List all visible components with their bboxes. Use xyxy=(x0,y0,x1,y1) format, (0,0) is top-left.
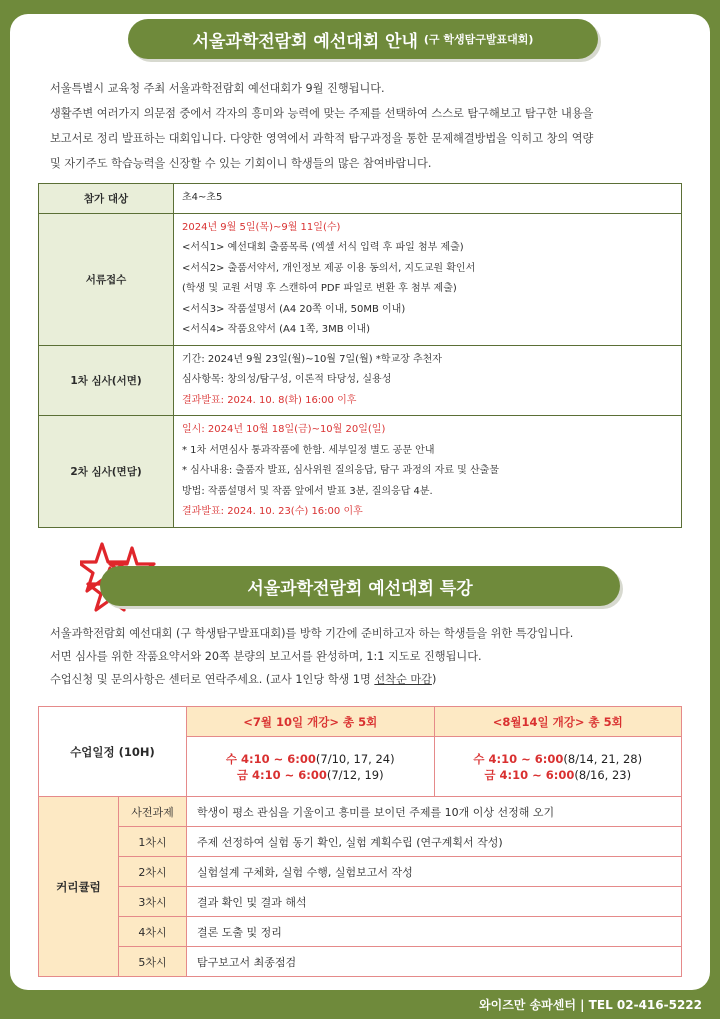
step-desc: 실험설계 구체화, 실험 수행, 실험보고서 작성 xyxy=(187,857,682,887)
step-label: 4차시 xyxy=(119,917,187,947)
step-label: 2차시 xyxy=(119,857,187,887)
content-line: 결과발표: 2024. 10. 23(수) 16:00 이후 xyxy=(182,506,363,517)
row-label: 1차 심사(서면) xyxy=(39,345,174,416)
step-desc: 결론 도출 및 정리 xyxy=(187,917,682,947)
row-label: 서류접수 xyxy=(39,213,174,345)
time-slot: 수 4:10 ~ 6:00 xyxy=(225,751,316,766)
table-row xyxy=(39,887,682,917)
row-content xyxy=(174,184,682,214)
table-row xyxy=(39,345,682,416)
intro-line xyxy=(50,668,680,691)
content-line: <서식1> 예선대회 출품목록 (엑셀 서식 입력 후 파일 첨부 제출) xyxy=(182,242,464,253)
step-desc: 학생이 평소 관심을 기울이고 흥미를 보이던 주제를 10개 이상 선정해 오기 xyxy=(187,797,682,827)
phase-times xyxy=(187,737,435,797)
step-desc: 주제 선정하여 실험 동기 확인, 실험 계획수립 (연구계획서 작성) xyxy=(187,827,682,857)
step-label: 1차시 xyxy=(119,827,187,857)
content-line: 방법: 작품설명서 및 작품 앞에서 발표 3분, 질의응답 4분. xyxy=(182,485,433,497)
row-label: 참가 대상 xyxy=(39,184,174,214)
date-list: (8/14, 21, 28) xyxy=(563,751,643,766)
row-content xyxy=(174,345,682,416)
row-content xyxy=(174,213,682,345)
table-row xyxy=(39,857,682,887)
info-table xyxy=(38,183,682,528)
intro-line: 및 자기주도 학습능력을 신장할 수 있는 기회이니 학생들의 많은 참여바랍니다. xyxy=(50,157,432,170)
row-content xyxy=(174,416,682,528)
lecture-table xyxy=(38,706,682,977)
step-label: 5차시 xyxy=(119,947,187,977)
intro-line: 생활주변 여러가지 의문점 중에서 각자의 흥미와 능력에 맞는 주제를 선택하여 스스로 탐구해보고 탐구한 내용을 xyxy=(50,107,594,120)
step-desc: 탐구보고서 최종점검 xyxy=(187,947,682,977)
table-row xyxy=(39,416,682,528)
content-line: (학생 및 교원 서명 후 스캔하여 PDF 파일로 변환 후 첨부 제출) xyxy=(182,283,457,294)
row-label: 2차 심사(면담) xyxy=(39,416,174,528)
phase-title: <7월 10일 개강> 총 5회 xyxy=(187,707,435,737)
date-list: (8/16, 23) xyxy=(574,767,632,782)
content-line: 일시: 2024년 10월 18일(금)~10월 20일(일) xyxy=(182,424,386,435)
content-line: <서식3> 작품설명서 (A4 20쪽 이내, 50MB 이내) xyxy=(182,303,406,315)
step-label: 3차시 xyxy=(119,887,187,917)
title-subtitle: (구 학생탐구발표대회) xyxy=(423,33,534,46)
content-line: <서식4> 작품요약서 (A4 1쪽, 3MB 이내) xyxy=(182,324,371,335)
time-slot: 수 4:10 ~ 6:00 xyxy=(473,751,564,766)
schedule-label: 수업일정 (10H) xyxy=(39,707,187,797)
footer-contact: 와이즈만 송파센터 | TEL 02-416-5222 xyxy=(479,998,702,1012)
time-slot: 금 4:10 ~ 6:00 xyxy=(484,767,575,782)
table-row xyxy=(39,947,682,977)
content-line: 기간: 2024년 9월 23일(월)~10월 7일(월) *학교장 추천자 xyxy=(182,353,442,365)
content-line: 2024년 9월 5일(목)~9월 11일(수) xyxy=(182,221,341,233)
intro-line: 서울특별시 교육청 주최 서울과학전람회 예선대회가 9월 진행됩니다. xyxy=(50,82,385,95)
table-row xyxy=(39,184,682,214)
title-text: 서울과학전람회 예선대회 안내 xyxy=(192,31,418,52)
content-line: * 1차 서면심사 통과작품에 한함. 세부일정 별도 공문 안내 xyxy=(182,444,435,456)
content-line: 심사항목: 창의성/탐구성, 이론적 타당성, 실용성 xyxy=(182,374,392,385)
content-line: 결과발표: 2024. 10. 8(화) 16:00 이후 xyxy=(182,394,357,406)
table-row xyxy=(39,917,682,947)
phase-title: <8월14일 개강> 총 5회 xyxy=(434,707,682,737)
content-line: * 심사내용: 출품자 발표, 심사위원 질의응답, 탐구 과정의 자료 및 산출물 xyxy=(182,465,499,476)
step-label: 사전과제 xyxy=(119,797,187,827)
section-title: 서울과학전람회 예선대회 특강 xyxy=(100,566,620,606)
intro-paragraph xyxy=(50,76,680,176)
table-row xyxy=(39,827,682,857)
date-list: (7/12, 19) xyxy=(326,767,384,782)
intro-line: 서면 심사를 위한 작품요약서와 20쪽 분량의 보고서를 완성하며, 1:1 지도로 진행됩니다. xyxy=(50,650,482,663)
intro-contact: 수업신청 및 문의사항은 센터로 연락주세요. (교사 1인당 학생 1명 xyxy=(50,673,375,686)
table-row xyxy=(39,797,682,827)
intro-line: 보고서로 정리 발표하는 대회입니다. 다양한 영역에서 과학적 탐구과정을 통한 문제해결방법을 익히고 창의 역량 xyxy=(50,132,594,145)
step-desc: 결과 확인 및 결과 해석 xyxy=(187,887,682,917)
time-slot: 금 4:10 ~ 6:00 xyxy=(236,767,327,782)
table-row xyxy=(39,707,682,737)
curriculum-label: 커리큘럼 xyxy=(39,797,119,977)
phase-times xyxy=(434,737,682,797)
lecture-intro xyxy=(50,622,680,691)
content-line: <서식2> 출품서약서, 개인정보 제공 이용 동의서, 지도교원 확인서 xyxy=(182,262,476,274)
intro-line: 서울과학전람회 예선대회 (구 학생탐구발표대회)를 방학 기간에 준비하고자 하는 학생들을 위한 특강입니다. xyxy=(50,627,574,640)
date-list: (7/10, 17, 24) xyxy=(315,751,395,766)
intro-close: ) xyxy=(431,673,437,686)
content-line: 초4~초5 xyxy=(182,192,223,203)
table-row xyxy=(39,213,682,345)
first-come-note: 선착순 마감 xyxy=(374,673,432,686)
page-title xyxy=(128,19,598,59)
